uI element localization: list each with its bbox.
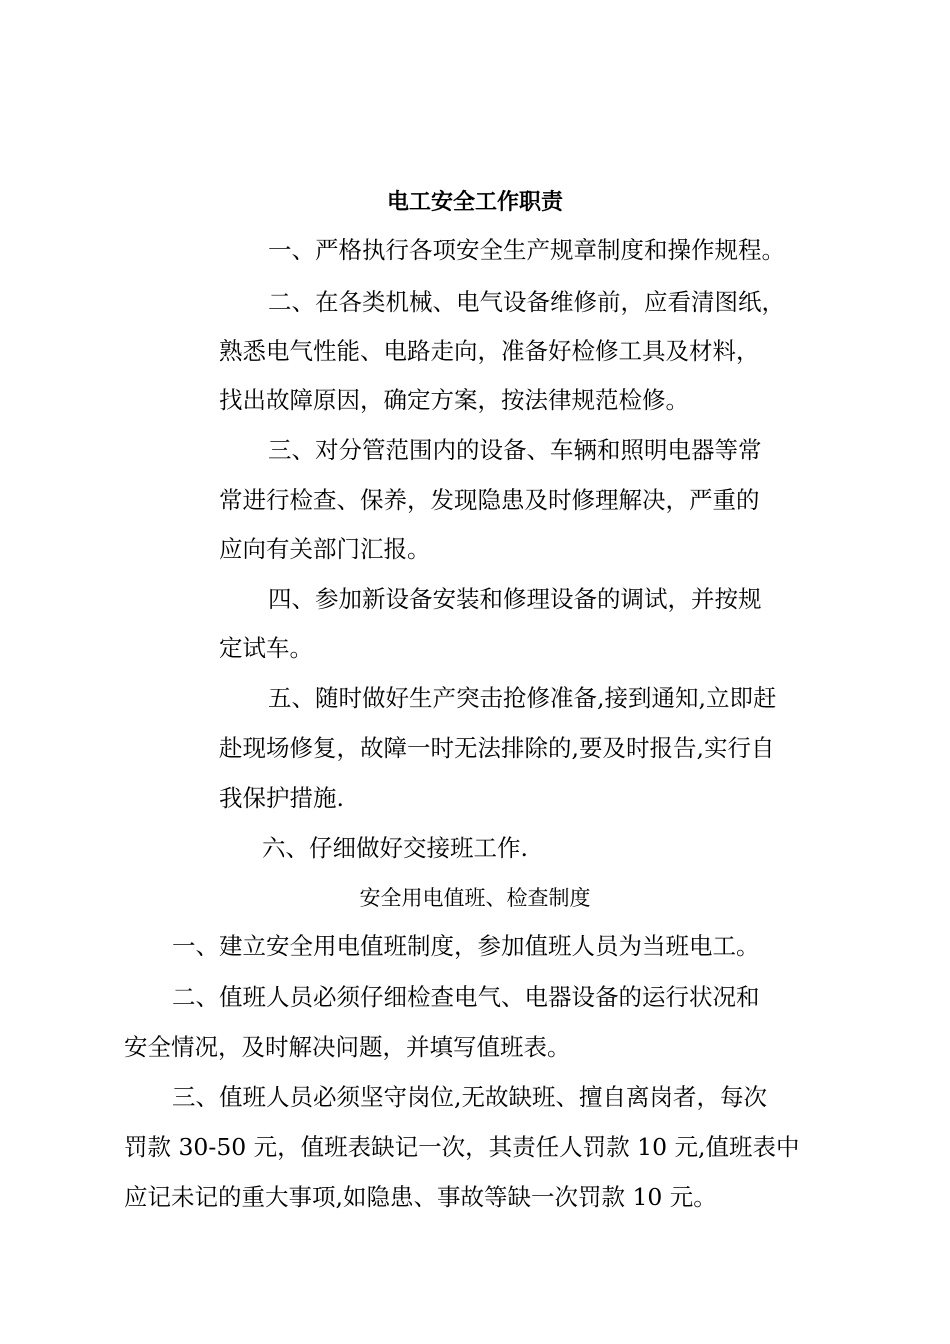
paragraph-line: 二、值班人员必须仔细检查电气、电器设备的运行状况和	[172, 983, 760, 1011]
paragraph-line: 罚款 30-50 元，值班表缺记一次，其责任人罚款 10 元,值班表中	[124, 1133, 800, 1161]
paragraph-line: 一、建立安全用电值班制度，参加值班人员为当班电工。	[172, 932, 760, 960]
paragraph-line: 三、值班人员必须坚守岗位,无故缺班、擅自离岗者，每次	[172, 1083, 767, 1111]
section-title-electrician-duties: 电工安全工作职责	[386, 190, 563, 215]
paragraph-line: 应记未记的重大事项,如隐患、事故等缺一次罚款 10 元。	[124, 1183, 717, 1211]
paragraph-line: 我保护措施.	[219, 784, 344, 812]
paragraph-line: 五、随时做好生产突击抢修准备,接到通知,立即赶	[268, 684, 777, 712]
paragraph-line: 四、参加新设备安装和修理设备的调试，并按规	[268, 585, 762, 613]
paragraph-line: 熟悉电气性能、电路走向，准备好检修工具及材料，	[219, 337, 760, 365]
paragraph-line: 找出故障原因，确定方案，按法律规范检修。	[219, 386, 689, 414]
paragraph-line: 常进行检查、保养，发现隐患及时修理解决，严重的	[219, 486, 760, 514]
paragraph-line: 三、对分管范围内的设备、车辆和照明电器等常	[268, 436, 762, 464]
section-title-duty-inspection-system: 安全用电值班、检查制度	[359, 886, 591, 910]
paragraph-line: 赴现场修复，故障一时无法排除的,要及时报告,实行自	[219, 734, 775, 762]
paragraph-line: 应向有关部门汇报。	[219, 535, 431, 563]
paragraph-line: 六、仔细做好交接班工作.	[262, 834, 528, 862]
paragraph-line: 安全情况，及时解决问题，并填写值班表。	[124, 1033, 571, 1061]
paragraph-line: 一、严格执行各项安全生产规章制度和操作规程。	[268, 236, 785, 264]
paragraph-line: 二、在各类机械、电气设备维修前，应看清图纸，	[268, 288, 785, 316]
paragraph-line: 定试车。	[219, 634, 313, 662]
